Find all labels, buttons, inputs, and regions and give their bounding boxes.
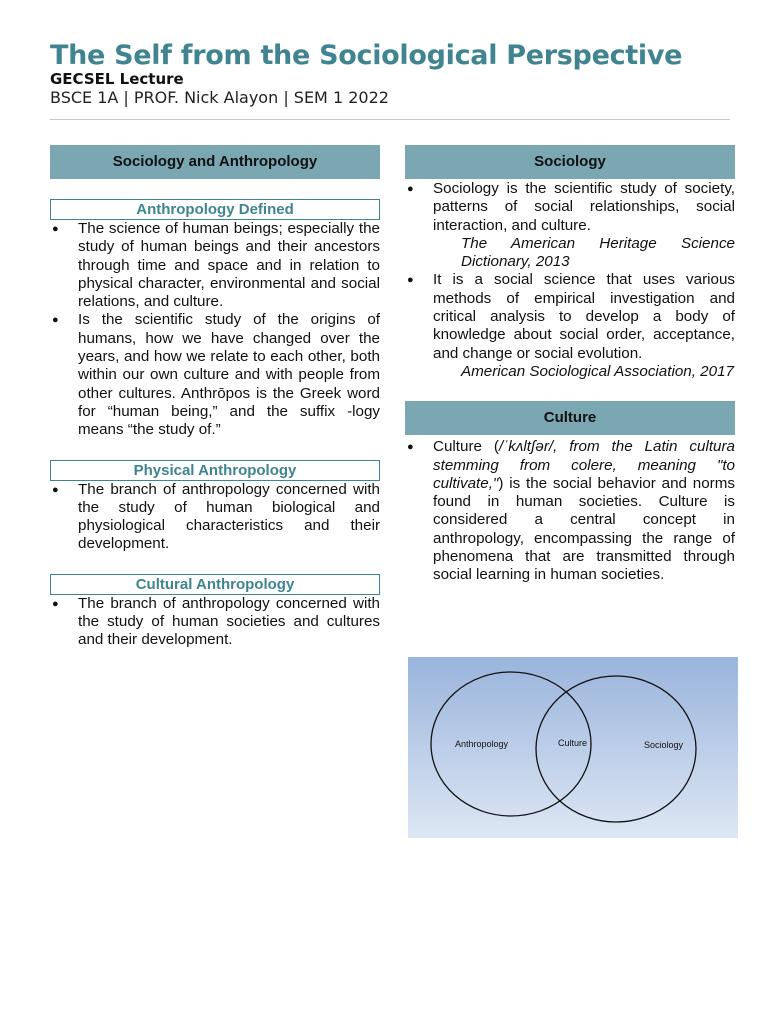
- physical-anthropology-list: [50, 481, 380, 554]
- culture-list: [405, 438, 735, 584]
- subheading-anthropology-defined: Anthropology Defined: [50, 199, 380, 220]
- bullet-icon: ●: [52, 597, 59, 610]
- list-item: ● The science of human beings; especially the study of human beings and their ancestors through time and space and in relation to physical character, environmental and social relations, and culture.: [52, 220, 380, 311]
- bullet-icon: ●: [52, 223, 59, 235]
- header-divider: [50, 119, 730, 120]
- sociology-list: [405, 180, 735, 381]
- left-column: [50, 145, 380, 650]
- page-title: The Self from the Sociological Perspective: [50, 40, 683, 71]
- list-item: ● The branch of anthropology concerned with the study of human biological and physiological characteristics and their development.: [52, 480, 380, 553]
- venn-label-culture: Culture: [558, 738, 588, 748]
- list-item: ● The branch of anthropology concerned with the study of human societies and cultures and their development.: [52, 594, 380, 649]
- venn-label-anthropology: Anthropology: [455, 739, 509, 749]
- list-item: ● It is a social science that uses various methods of empirical investigation and critical analysis to develop a body of knowledge about social order, acceptance, and change or social evolution.: [407, 271, 735, 362]
- bullet-icon: ●: [407, 274, 414, 287]
- cultural-anthropology-list: [50, 595, 380, 650]
- section-header-culture: Culture: [405, 401, 735, 435]
- bullet-icon: ●: [407, 441, 414, 454]
- citation: The American Heritage Science Dictionary, 2013: [461, 234, 735, 271]
- lecture-subtitle: GECSEL Lecture: [50, 70, 184, 88]
- subheading-cultural-anthropology: Cultural Anthropology: [50, 574, 380, 595]
- course-meta: BSCE 1A | PROF. Nick Alayon | SEM 1 2022: [50, 88, 389, 107]
- section-header-sociology-anthropology: Sociology and Anthropology: [50, 145, 380, 179]
- subheading-physical-anthropology: Physical Anthropology: [50, 460, 380, 481]
- list-item: ● Sociology is the scientific study of society, patterns of social relationships, social interaction, and culture.: [407, 180, 735, 234]
- venn-diagram-svg: [408, 657, 738, 838]
- list-item: ● Culture (/ˈkʌltʃər/, from the Latin cultura stemming from colere, meaning "to cultivate,") is the social behavior and norms found in human societies. Culture is considered a central concept in anthropology, encompassing the range of phenomena that are transmitted through social learning in human societies.: [407, 438, 735, 584]
- right-column: [405, 145, 735, 585]
- bullet-icon: ●: [52, 314, 59, 327]
- bullet-icon: ●: [407, 183, 414, 195]
- section-header-sociology: Sociology: [405, 145, 735, 179]
- bullet-icon: ●: [52, 483, 59, 496]
- list-item: ● Is the scientific study of the origins of humans, how we have changed over the years, and how we relate to each other, both within our own culture and with people from other cultures. Anthrōpos is the Greek word for “human being,” and the suffix -logy means “the study of.”: [52, 311, 380, 439]
- venn-diagram: [408, 657, 738, 838]
- venn-label-sociology: Sociology: [644, 740, 684, 750]
- citation: American Sociological Association, 2017: [461, 362, 734, 380]
- anthropology-defined-list: [50, 220, 380, 440]
